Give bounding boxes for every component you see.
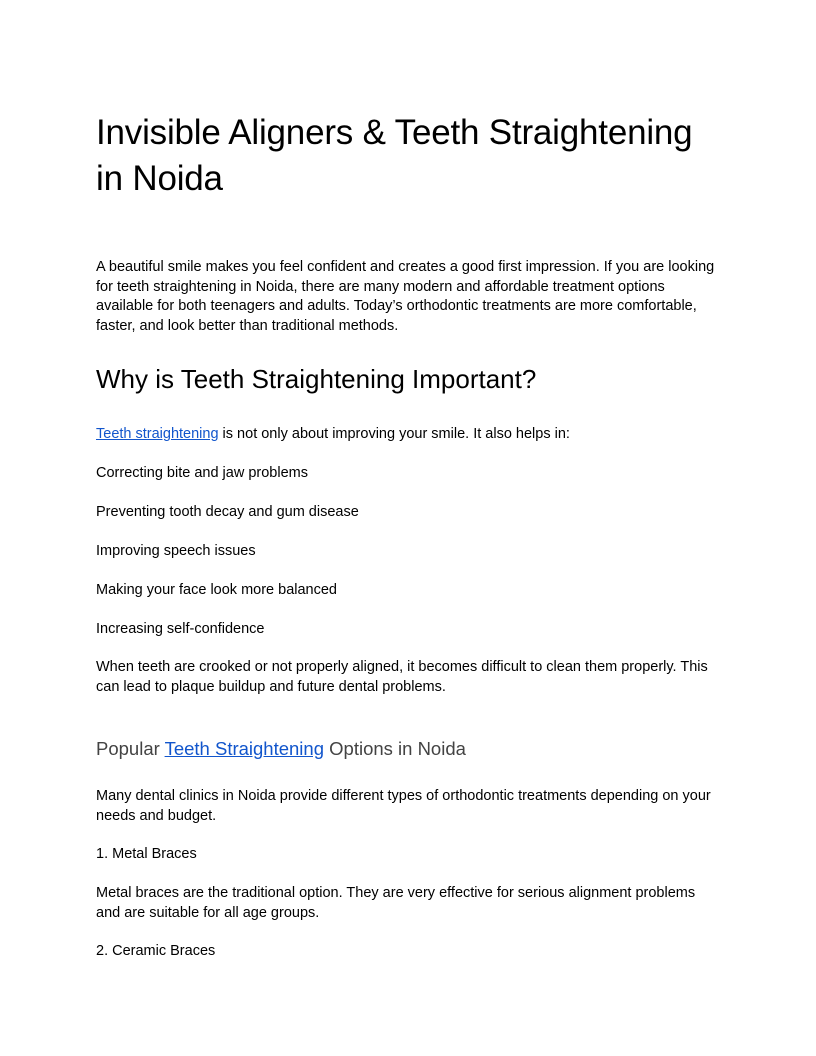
list-item: Increasing self-confidence (96, 621, 265, 637)
list-item: Improving speech issues (96, 543, 256, 559)
heading-suffix: Options in Noida (324, 738, 466, 759)
option-title-ceramic-braces: 2. Ceramic Braces (96, 943, 216, 959)
intro-paragraph: A beautiful smile makes you feel confident and creates a good first impression. If you are looking for teeth straightening in Noida, there are many modern and affordable treatment options available for both teenagers and adults. Today’s orthodontic treatments are more comfortable, faster, and look better than traditional methods. (96, 259, 715, 334)
importance-closing-paragraph: When teeth are crooked or not properly aligned, it becomes difficult to clean them properly. This can lead to plaque buildup and future dental problems. (96, 659, 708, 695)
option-text-metal-braces: Metal braces are the traditional option. They are very effective for serious alignment problems and are suitable for all age groups. (96, 885, 696, 921)
page-title: Invisible Aligners & Teeth Straightening in Noida (96, 113, 693, 198)
teeth-straightening-heading-link[interactable]: Teeth Straightening (164, 738, 324, 759)
section-heading-importance: Why is Teeth Straightening Important? (96, 364, 537, 394)
lead-text: is not only about improving your smile. It also helps in: (218, 426, 570, 442)
option-title-metal-braces: 1. Metal Braces (96, 846, 197, 862)
list-item: Correcting bite and jaw problems (96, 465, 308, 481)
list-item: Preventing tooth decay and gum disease (96, 504, 359, 520)
heading-prefix: Popular (96, 738, 165, 759)
section-heading-options (96, 737, 466, 761)
options-intro-paragraph: Many dental clinics in Noida provide different types of orthodontic treatments depending on your needs and budget. (96, 788, 711, 824)
teeth-straightening-link[interactable]: Teeth straightening (96, 426, 219, 442)
list-item: Making your face look more balanced (96, 582, 337, 598)
importance-lead-paragraph (96, 425, 722, 445)
